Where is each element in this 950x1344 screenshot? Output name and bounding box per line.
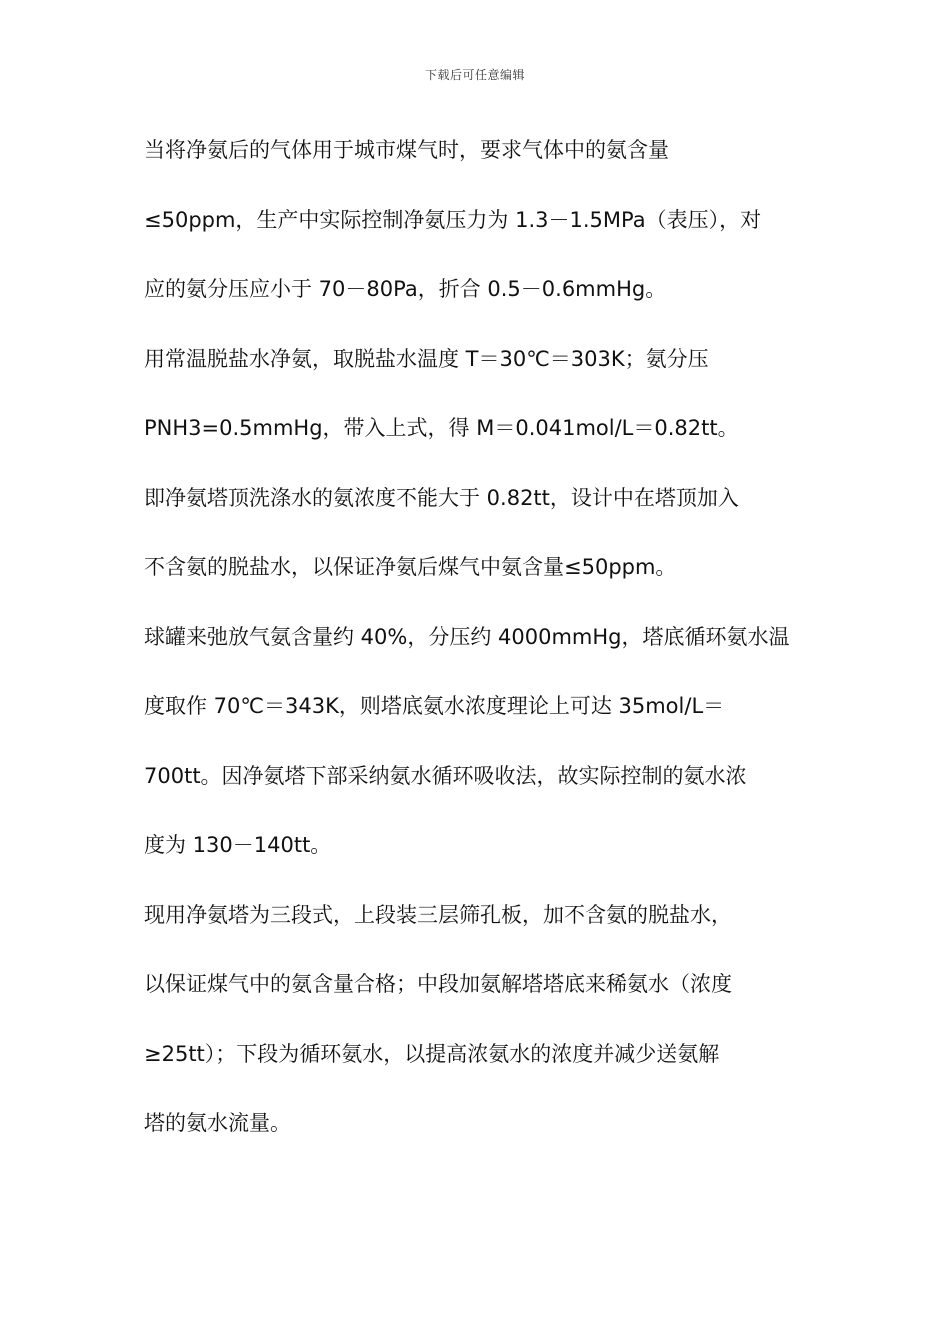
text-line: 700tt。因净氨塔下部采纳氨水循环吸收法，故实际控制的氨水浓 xyxy=(144,763,747,788)
text-line: ≥25tt）；下段为循环氨水，以提高浓氨水的浓度并减少送氨解 xyxy=(144,1041,720,1066)
text-line: 以保证煤气中的氨含量合格；中段加氨解塔塔底来稀氨水（浓度 xyxy=(144,972,732,996)
text-line: 度取作 70℃＝343K，则塔底氨水浓度理论上可达 35mol/L＝ xyxy=(144,694,725,718)
text-line: 现用净氨塔为三段式，上段装三层筛孔板，加不含氨的脱盐水， xyxy=(144,902,732,927)
body-text xyxy=(144,128,814,1171)
text-line: 球罐来弛放气氨含量约 40%，分压约 4000mmHg，塔底循环氨水温 xyxy=(144,624,790,649)
page-header: 下载后可任意编辑 xyxy=(424,68,525,82)
text-line: 度为 130－140tt。 xyxy=(144,833,332,857)
text-line: 应的氨分压应小于 70－80Pa，折合 0.5－0.6mmHg。 xyxy=(144,277,667,301)
text-line: PNH3=0.5mmHg，带入上式，得 M＝0.041mol/L＝0.82tt。 xyxy=(144,416,739,440)
text-line: 不含氨的脱盐水，以保证净氨后煤气中氨含量≤50ppm。 xyxy=(144,555,677,579)
text-line: 塔的氨水流量。 xyxy=(144,1111,291,1135)
text-line: 即净氨塔顶洗涤水的氨浓度不能大于 0.82tt，设计中在塔顶加入 xyxy=(144,485,739,510)
text-line: ≤50ppm，生产中实际控制净氨压力为 1.3－1.5MPa（表压），对 xyxy=(144,207,762,232)
text-line: 当将净氨后的气体用于城市煤气时，要求气体中的氨含量 xyxy=(144,138,669,162)
text-line: 用常温脱盐水净氨，取脱盐水温度 T＝30℃＝303K；氨分压 xyxy=(144,346,709,371)
